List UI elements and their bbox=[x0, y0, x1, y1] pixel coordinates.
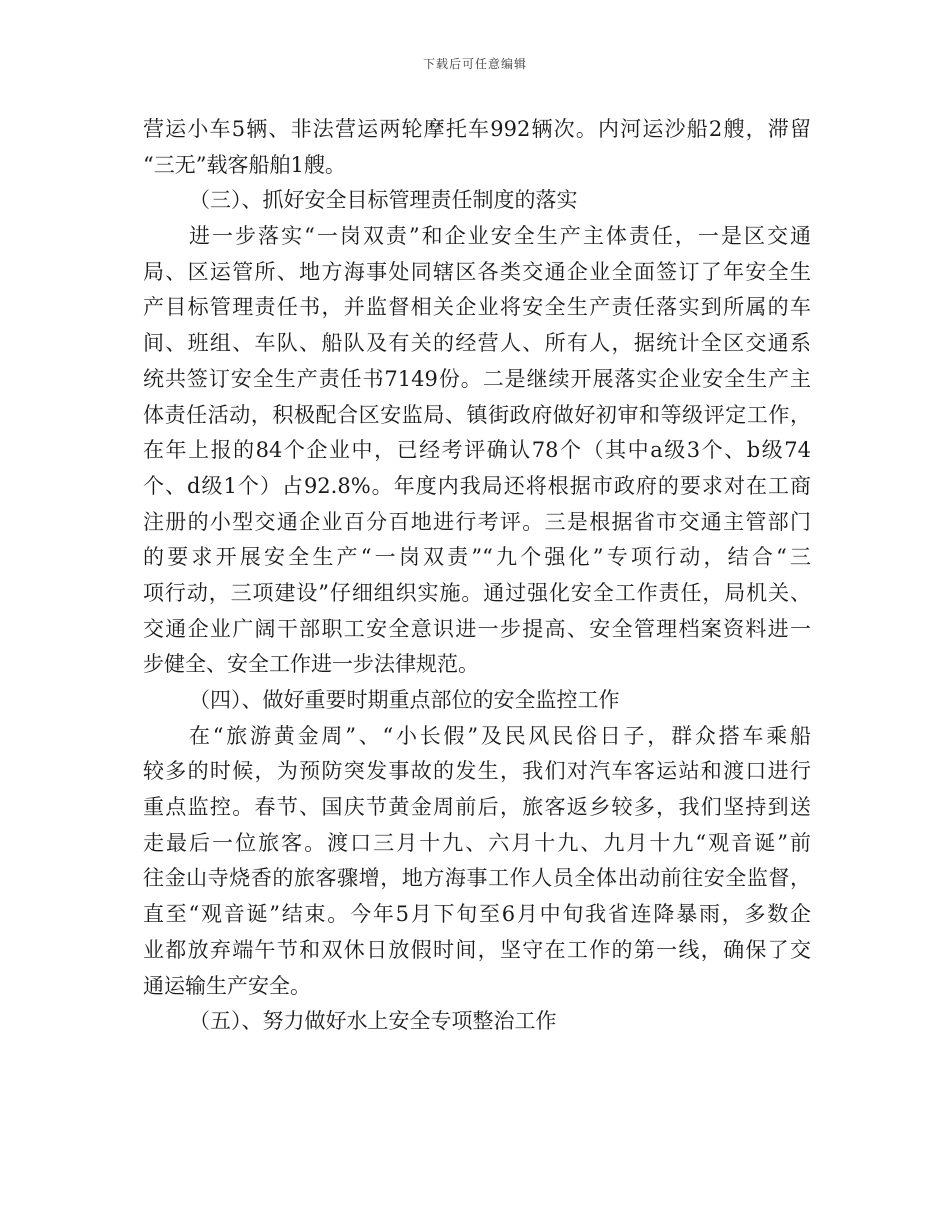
paragraph-line: 在年上报的84个企业中，已经考评确认78个（其中a级3个、b级74 bbox=[143, 438, 811, 463]
page-header: 下载后可任意编辑 bbox=[422, 57, 527, 71]
paragraph-line: 营运小车5辆、非法营运两轮摩托车992辆次。内河运沙船2艘，滞留 bbox=[143, 117, 811, 141]
paragraph-line: 业都放弃端午节和双休日放假时间，坚守在工作的第一线，确保了交 bbox=[143, 937, 811, 962]
paragraph-line: 体责任活动，积极配合区安监局、镇街政府做好初审和等级评定工作， bbox=[143, 402, 811, 427]
paragraph-line: 产目标管理责任书，并监督相关企业将安全生产责任落实到所属的车 bbox=[143, 295, 811, 320]
paragraph-line: 步健全、安全工作进一步法律规范。 bbox=[143, 652, 479, 677]
paragraph-line: 项行动，三项建设”仔细组织实施。通过强化安全工作责任，局机关、 bbox=[143, 580, 811, 605]
paragraph-line: 进一步落实“一岗双责”和企业安全生产主体责任，一是区交通 bbox=[189, 224, 811, 249]
section-heading-3: （三）、抓好安全目标管理责任制度的落实 bbox=[189, 188, 578, 213]
document-body bbox=[143, 112, 811, 1040]
paragraph-line: “三无”载客船舶1艘。 bbox=[143, 152, 346, 177]
paragraph-line: 局、区运管所、地方海事处同辖区各类交通企业全面签订了年安全生 bbox=[143, 259, 811, 284]
paragraph-line: 走最后一位旅客。渡口三月十九、六月十九、九月十九“观音诞”前 bbox=[143, 830, 811, 855]
paragraph-line: 间、班组、车队、船队及有关的经营人、所有人，据统计全区交通系 bbox=[143, 331, 811, 356]
paragraph-line: 个、d级1个）占92.8%。年度内我局还将根据市政府的要求对在工商 bbox=[143, 473, 811, 498]
paragraph-line: 交通企业广阔干部职工安全意识进一步提高、安全管理档案资料进一 bbox=[143, 616, 811, 641]
paragraph-line: 直至“观音诞”结束。今年5月下旬至6月中旬我省连降暴雨，多数企 bbox=[143, 902, 811, 927]
paragraph-line: 的要求开展安全生产“一岗双责”“九个强化”专项行动，结合“三 bbox=[143, 545, 811, 570]
paragraph-line: 通运输生产安全。 bbox=[143, 973, 311, 998]
paragraph-line: 统共签订安全生产责任书7149份。二是继续开展落实企业安全生产主 bbox=[143, 366, 811, 391]
paragraph-line: 重点监控。春节、国庆节黄金周前后，旅客返乡较多，我们坚持到送 bbox=[143, 795, 811, 820]
paragraph-line: 在“旅游黄金周”、“小长假”及民风民俗日子，群众搭车乘船 bbox=[189, 723, 811, 748]
paragraph-line: 注册的小型交通企业百分百地进行考评。三是根据省市交通主管部门 bbox=[143, 509, 811, 534]
section-heading-4: （四）、做好重要时期重点部位的安全监控工作 bbox=[189, 688, 620, 712]
paragraph-line: 往金山寺烧香的旅客骤增，地方海事工作人员全体出动前往安全监督， bbox=[143, 866, 811, 891]
section-heading-5: （五）、努力做好水上安全专项整治工作 bbox=[189, 1009, 557, 1034]
paragraph-line: 较多的时候，为预防突发事故的发生，我们对汽车客运站和渡口进行 bbox=[143, 759, 811, 784]
